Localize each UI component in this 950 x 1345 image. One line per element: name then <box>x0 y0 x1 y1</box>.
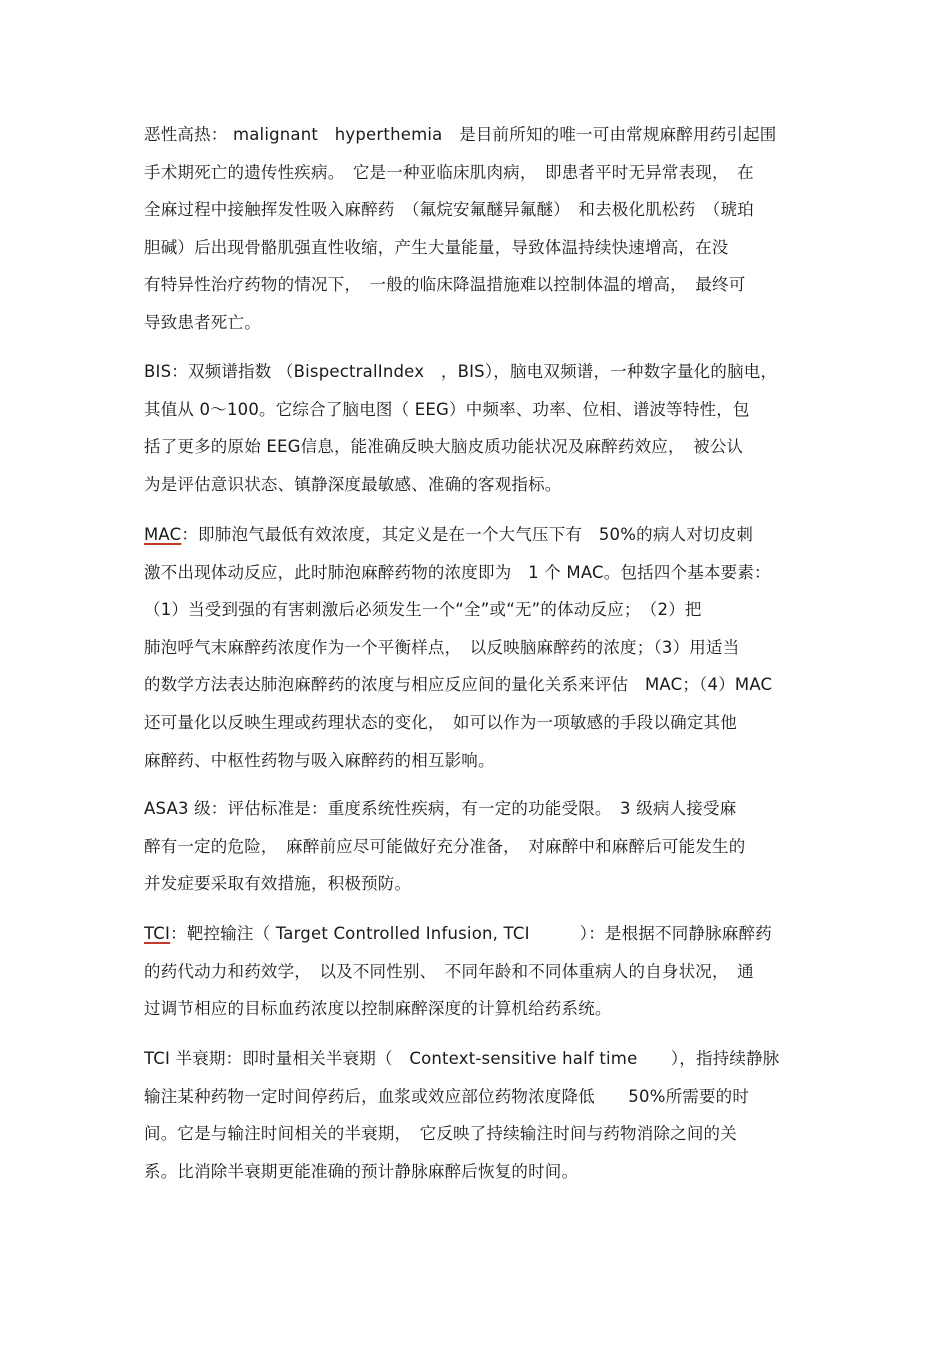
text-line: 手术期死亡的遗传性疾病。 它是一种亚临床肌肉病， 即患者平时无异常表现， 在 <box>144 162 754 182</box>
text-line: 胆碱）后出现骨骼肌强直性收缩，产生大量能量，导致体温持续快速增高，在没 <box>144 237 729 257</box>
text-line-rest: ：靶控输注（ Target Controlled Infusion, TCI ）：是根据不同静脉麻醉药 <box>170 924 772 943</box>
text-line: 系。比消除半衰期更能准确的预计静脉麻醉后恢复的时间。 <box>144 1161 579 1181</box>
text-line: 有特异性治疗药物的情况下， 一般的临床降温措施难以控制体温的增高， 最终可 <box>144 275 746 295</box>
text-line: 激不出现体动反应，此时肺泡麻醉药物的浓度即为 1 个 MAC。包括四个基本要素： <box>144 562 771 582</box>
text-line <box>144 915 824 953</box>
text-line: 输注某种药物一定时间停药后，血浆或效应部位药物浓度降低 50%所需要的时 <box>144 1086 750 1106</box>
term-tci: TCI <box>144 924 171 943</box>
paragraph-malignant-hyperthermia <box>144 116 824 342</box>
text-line: 的数学方法表达肺泡麻醉药的浓度与相应反应间的量化关系来评估 MAC；（4）MAC <box>144 675 773 695</box>
text-line: ASA3 级：评估标准是：重度系统性疾病，有一定的功能受限。 3 级病人接受麻 <box>144 799 737 818</box>
text-line: 醉有一定的危险， 麻醉前应尽可能做好充分准备， 对麻醉中和麻醉后可能发生的 <box>144 836 746 856</box>
text-line: 全麻过程中接触挥发性吸入麻醉药 （氟烷安氟醚异氟醚） 和去极化肌松药 （琥珀 <box>144 200 754 220</box>
text-line: 其值从 0～100。它综合了脑电图（ EEG）中频率、功率、位相、谱波等特性，包 <box>144 399 750 419</box>
term-mac: MAC <box>144 525 182 544</box>
paragraph-tci <box>144 915 824 1028</box>
text-line: （1）当受到强的有害刺激后必须发生一个“全”或“无”的体动反应； （2）把 <box>144 600 702 620</box>
text-line: 括了更多的原始 EEG信息，能准确反映大脑皮质功能状况及麻醉药效应， 被公认 <box>144 437 744 457</box>
paragraph-asa3 <box>144 790 824 903</box>
paragraph-bis <box>144 353 824 503</box>
text-line: TCI 半衰期：即时量相关半衰期（ Context-sensitive half time ），指持续静脉 <box>144 1049 780 1068</box>
text-line: 恶性高热： malignant hyperthemia 是目前所知的唯一可由常规麻醉用药引起围 <box>144 125 777 144</box>
text-line: 为是评估意识状态、镇静深度最敏感、准确的客观指标。 <box>144 474 562 494</box>
text-line: 导致患者死亡。 <box>144 312 261 332</box>
text-line: 过调节相应的目标血药浓度以控制麻醉深度的计算机给药系统。 <box>144 999 612 1019</box>
paragraph-mac <box>144 516 824 779</box>
text-line-rest: ：即肺泡气最低有效浓度，其定义是在一个大气压下有 50%的病人对切皮刺 <box>181 525 754 544</box>
text-line: 的药代动力和药效学， 以及不同性别、 不同年龄和不同体重病人的自身状况， 通 <box>144 961 754 981</box>
text-line: 并发症要采取有效措施，积极预防。 <box>144 874 412 894</box>
text-line: 间。它是与输注时间相关的半衰期， 它反映了持续输注时间与药物消除之间的关 <box>144 1124 737 1144</box>
text-line: 麻醉药、中枢性药物与吸入麻醉药的相互影响。 <box>144 750 495 770</box>
text-line: 肺泡呼气末麻醉药浓度作为一个平衡样点， 以反映脑麻醉药的浓度；（3）用适当 <box>144 637 740 657</box>
paragraph-tci-half-life <box>144 1040 824 1190</box>
text-line <box>144 516 824 554</box>
text-line: 还可量化以反映生理或药理状态的变化， 如可以作为一项敏感的手段以确定其他 <box>144 712 737 732</box>
text-line: BIS：双频谱指数 （BispectralIndex ，BIS），脑电双频谱，一种数字量化的脑电， <box>144 362 778 381</box>
